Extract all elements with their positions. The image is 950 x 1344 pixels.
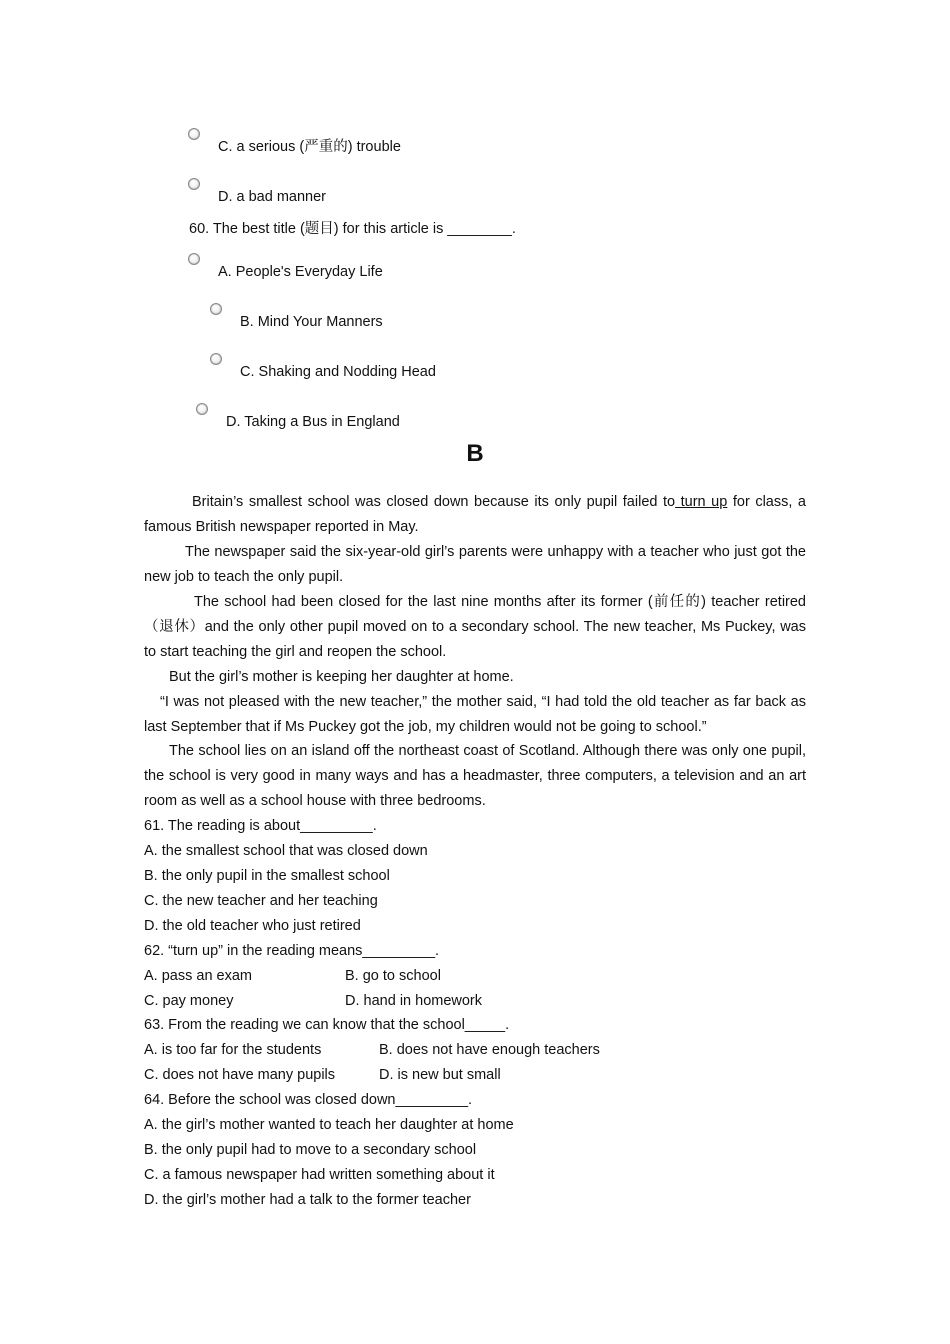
passage-paragraph-4: But the girl’s mother is keeping her daughter at home. [169, 669, 514, 685]
q64-option-b: B. the only pupil had to move to a secondary school [144, 1142, 477, 1158]
underlined-phrase: turn up [675, 494, 728, 510]
q63-option-a: A. is too far for the students [144, 1042, 322, 1058]
q63-option-b: B. does not have enough teachers [379, 1042, 600, 1058]
radio-button-icon[interactable] [210, 303, 222, 315]
option-label: B. Mind Your Manners [240, 314, 383, 330]
q64-option-c: C. a famous newspaper had written something about it [144, 1167, 495, 1183]
q61-option-d: D. the old teacher who just retired [144, 918, 361, 934]
passage-paragraph-2: The newspaper said the six-year-old girl’s parents were unhappy with a teacher who just got the new job to teach the only pupil. [144, 544, 806, 585]
q63-question: 63. From the reading we can know that the school_____. [144, 1017, 510, 1033]
q63-options-row-2 [144, 1063, 501, 1088]
option-label: D. Taking a Bus in England [226, 414, 400, 430]
option-label: C. Shaking and Nodding Head [240, 364, 436, 380]
q59-option-c[interactable] [188, 128, 588, 156]
q61-option-a: A. the smallest school that was closed down [144, 843, 428, 859]
q63-option-c: C. does not have many pupils [144, 1067, 336, 1083]
q62-options-row-1 [144, 964, 441, 989]
q60-option-a[interactable] [188, 253, 588, 281]
q62-option-c: C. pay money [144, 993, 234, 1009]
option-label: A. People's Everyday Life [218, 264, 383, 280]
q59-option-d[interactable] [188, 178, 588, 206]
q60-option-c[interactable] [210, 353, 610, 381]
radio-button-icon[interactable] [196, 403, 208, 415]
q64-option-a: A. the girl’s mother wanted to teach her daughter at home [144, 1117, 514, 1133]
q61-option-c: C. the new teacher and her teaching [144, 893, 378, 909]
passage-paragraph-6: The school lies on an island off the northeast coast of Scotland. Although there was only one pupil, the school is very good in many ways and has a headmaster, three computers, a television and an art room as well as a school house with three bedrooms. [144, 743, 806, 809]
passage-paragraph-3: The school had been closed for the last nine months after its former (前任的) teacher retired（退休）and the only other pupil moved on to a secondary school. The new teacher, Ms Puckey, was to start teaching the girl and reopen the school. [144, 594, 806, 660]
section-heading: B [466, 440, 484, 467]
passage-paragraph-5: “I was not pleased with the new teacher,” the mother said, “I had told the old teacher as far back as last September that if Ms Puckey got the job, my children would not be going to school.” [144, 694, 806, 735]
q61-option-b: B. the only pupil in the smallest school [144, 868, 390, 884]
paragraph-text: Britain’s smallest school was closed down because its only pupil failed to [192, 494, 676, 510]
q62-question: 62. “turn up” in the reading means_________. [144, 943, 440, 959]
option-label: D. a bad manner [218, 189, 327, 205]
q60-option-b[interactable] [210, 303, 610, 331]
q63-options-row-1 [144, 1038, 600, 1063]
option-label: C. a serious (严重的) trouble [218, 139, 401, 155]
q64-option-d: D. the girl’s mother had a talk to the former teacher [144, 1192, 471, 1208]
radio-button-icon[interactable] [188, 178, 200, 190]
q60-question: 60. The best title (题目) for this article is ________. [189, 221, 516, 237]
q62-option-b: B. go to school [345, 968, 441, 984]
passage-paragraph-1 [144, 490, 806, 540]
q62-options-row-2 [144, 989, 483, 1014]
q63-option-d: D. is new but small [379, 1067, 501, 1083]
q62-option-a: A. pass an exam [144, 968, 252, 984]
q61-question: 61. The reading is about_________. [144, 818, 377, 834]
radio-button-icon[interactable] [210, 353, 222, 365]
paragraph-text: for class, a famous British newspaper reported in May. [144, 494, 807, 535]
radio-button-icon[interactable] [188, 253, 200, 265]
q62-option-d: D. hand in homework [345, 993, 483, 1009]
q60-option-d[interactable] [196, 403, 596, 431]
radio-button-icon[interactable] [188, 128, 200, 140]
q64-question: 64. Before the school was closed down_________. [144, 1092, 473, 1108]
